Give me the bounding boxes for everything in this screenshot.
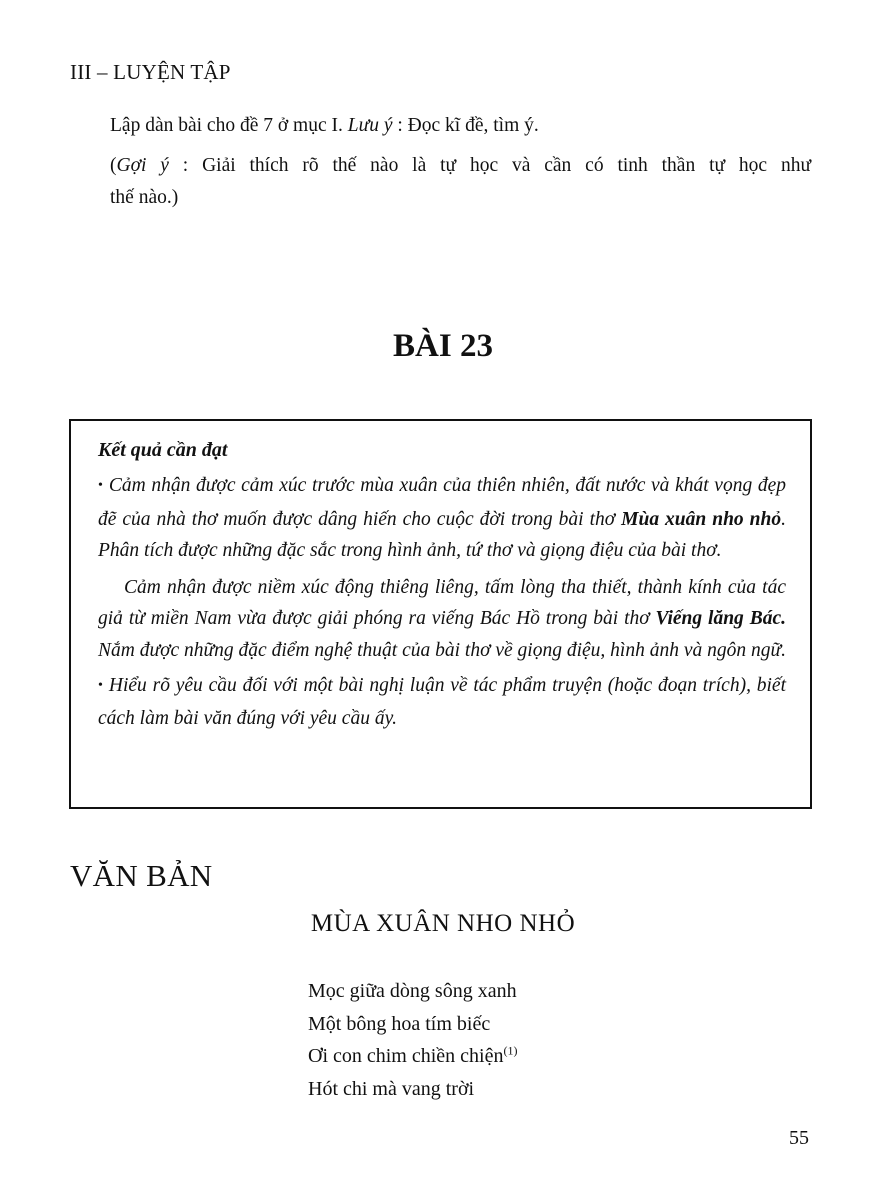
poem-title: MÙA XUÂN NHO NHỎ [310, 910, 576, 937]
poem-line-with-footnote [308, 1040, 518, 1073]
bullet-icon: • [98, 478, 103, 494]
poem-line: Hót chi mà vang trời [308, 1077, 475, 1100]
hint-paragraph [70, 150, 811, 214]
page-number: 55 [789, 1127, 809, 1149]
hint-label: Gợi ý [116, 155, 169, 176]
hint-text: : Giải thích rõ thế nào là tự học và cần có tinh thần tự học như [168, 155, 812, 176]
learning-outcomes-content [98, 435, 786, 735]
outcome-item-3 [98, 670, 786, 735]
learning-outcomes-title: Kết quả cần đạt [98, 439, 228, 461]
hint-open-paren: ( [110, 155, 117, 176]
poem-line: Mọc giữa dòng sông xanh [308, 980, 517, 1002]
lesson-title: BÀI 23 [393, 328, 493, 364]
note-text: : Đọc kĩ đề, tìm ý. [392, 115, 539, 136]
section-heading: III – LUYỆN TẬP [70, 60, 231, 84]
hint-line-1 [70, 150, 811, 182]
text-section-heading: VĂN BẢN [70, 858, 213, 893]
exercise-text: Lập dàn bài cho đề 7 ở mục I. [110, 115, 348, 136]
poem-name-vieng-lang-bac: Viếng lăng Bác. [655, 608, 786, 630]
bullet-icon: • [98, 678, 103, 694]
outcome-item-2 [98, 572, 786, 666]
outcome-item-1-text: Cảm nhận được cảm xúc trước mùa xuân của thiên nhiên, đất nước và khát vọng đẹp đẽ của nhà thơ muốn được dâng hiến cho cuộc đời trong bài thơ [98, 475, 786, 530]
poem-line-text: Ơi con chim chiền chiện [308, 1045, 504, 1067]
outcome-item-1 [98, 470, 786, 566]
exercise-paragraph [70, 110, 811, 142]
poem-line: Một bông hoa tím biếc [308, 1012, 491, 1035]
poem-stanza [308, 975, 518, 1105]
hint-line-2: thế nào.) [110, 187, 179, 208]
outcome-item-1-text-end: . Phân tích được những đặc sắc trong hình ảnh, tứ thơ và giọng điệu của bài thơ. [98, 508, 786, 561]
outcome-item-3-text: Hiểu rõ yêu cầu đối với một bài nghị luận về tác phẩm truyện (hoặc đoạn trích), biết cách làm bài văn đúng với yêu cầu ấy. [98, 675, 786, 730]
learning-outcomes-box [69, 419, 812, 809]
outcome-item-2-text-end: Nắm được những đặc điểm nghệ thuật của bài thơ về giọng điệu, hình ảnh và ngôn ngữ. [98, 639, 787, 661]
poem-name-mua-xuan-nho-nho: Mùa xuân nho nhỏ [621, 508, 782, 530]
note-label: Lưu ý [347, 115, 393, 136]
outcome-item-2-text: Cảm nhận được niềm xúc động thiêng liêng, tấm lòng tha thiết, thành kính của tác giả từ miền Nam vừa được giải phóng ra viếng Bác Hồ trong bài thơ [98, 577, 786, 630]
footnote-marker[interactable]: (1) [503, 1043, 518, 1058]
